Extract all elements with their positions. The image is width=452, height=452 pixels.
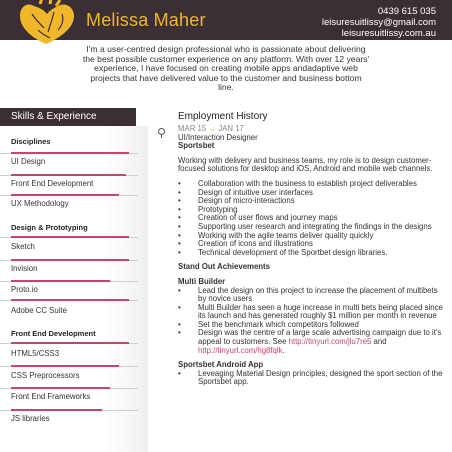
duties-list <box>178 180 448 257</box>
list-item: • Collaboration with the business to establish project deliverables <box>178 180 448 189</box>
phone-number: 0439 615 035 <box>377 6 436 17</box>
campaign-link-2[interactable]: http://tinyurl.com/hg8fqlk <box>198 345 283 355</box>
skill-label: UI Design <box>11 157 46 166</box>
section-heading-design: Design & Prototyping <box>11 223 88 232</box>
list-item: • Supporting user research and integrating the findings in the designs <box>178 223 448 232</box>
employment-heading: Employment History <box>178 111 268 122</box>
skill-bar <box>11 152 129 154</box>
list-item <box>178 329 448 355</box>
section-heading-frontend: Front End Development <box>11 329 96 338</box>
job-role: UI/Interaction Designer <box>178 132 258 142</box>
skill-bar <box>11 236 129 238</box>
skill-label: Proto.io <box>11 285 38 294</box>
contact-block <box>322 6 436 39</box>
section-heading-disciplines: Disciplines <box>11 137 51 146</box>
skill-label: JS libraries <box>11 414 50 423</box>
skill-label: UX Methodology <box>11 199 69 208</box>
sidebar-title: Skills & Experience <box>0 108 136 126</box>
skill-bar <box>11 299 129 301</box>
skill-bar <box>11 387 110 389</box>
date-to: JAN 17 <box>218 124 244 133</box>
list-item: • Leveaging Material Design principles, designed the sport section of the Sportsbet app. <box>178 370 448 387</box>
skill-bar <box>11 280 110 282</box>
job-company: Sportsbet <box>178 141 215 151</box>
list-item: • Lead the design on this project to increase the placement of multibets by novice users <box>178 287 448 304</box>
skill-label: Front End Development <box>11 179 94 188</box>
skill-bar <box>11 194 119 196</box>
point-text: Design was the centre of a large scale advertising campaign due to it's appeal to customers. See <box>198 328 442 347</box>
skill-bar <box>11 365 119 367</box>
list-item: • Multi Builder has seen a huge increase in multi bets being placed since its launch and has generated roughly $1 million per month in revenue <box>178 304 448 321</box>
website-link[interactable]: leisuresuitlissy.com.au <box>341 28 436 39</box>
date-from: MAR 15 <box>178 124 207 133</box>
list-item: • Working with the agile teams deliver quality quickly <box>178 232 448 241</box>
skill-label: Adobe CC Suite <box>11 306 67 315</box>
campaign-link-1[interactable]: http://tinyurl.com/jlu7re5 <box>288 337 372 347</box>
list-item: • Creation of icons and illustrations <box>178 240 448 249</box>
project-points <box>178 370 448 387</box>
intro-paragraph: I'm a user-centred design professional who is passionate about delivering the best possible customer experience on any platform. With over 12 years' experience, I have focused on creating mobile apps andadaptive web projects that have delivered value to the customer and business bottom line. <box>82 44 370 93</box>
arrow-right-icon: → <box>208 124 217 133</box>
list-item: • Prototyping <box>178 206 448 215</box>
list-item: • Creation of user flows and journey maps <box>178 214 448 223</box>
project-points <box>178 287 448 356</box>
job-summary: Working with delivery and business teams, my role is to design customer-focused solutions for desktop and iOS, Android and mobile web channels. <box>178 155 433 174</box>
skill-bar <box>11 259 129 261</box>
skill-label: Front End Frameworks <box>11 392 91 401</box>
skill-bar <box>11 174 126 176</box>
employment-section <box>178 125 448 387</box>
skill-bar <box>11 409 102 411</box>
skill-label: HTML5/CSS3 <box>11 349 60 358</box>
skill-label: Invision <box>11 264 38 273</box>
anatomical-heart-icon <box>14 0 80 46</box>
list-item: • Design of intuitive user interfaces <box>178 189 448 198</box>
list-item: • Design of micro-interactions <box>178 197 448 206</box>
point-text: . <box>282 345 285 355</box>
email-link[interactable]: leisuresuitlissy@gmail.com <box>321 17 436 28</box>
project-name: Multi Builder <box>178 276 226 286</box>
skill-label: Sketch <box>11 242 35 251</box>
skill-bar <box>11 342 129 344</box>
list-item: • Technical development of the Sportbet design libraries. <box>178 249 448 258</box>
list-item: • Set the benchmark which competitors followed <box>178 321 448 330</box>
project-name: Sportsbet Android App <box>178 360 264 370</box>
achievements-heading: Stand Out Achievements <box>178 262 270 272</box>
point-text: and <box>371 337 387 347</box>
timeline-dot-icon <box>158 128 165 135</box>
skill-label: CSS Preprocessors <box>11 371 80 380</box>
name-title: Melissa Maher <box>86 10 206 30</box>
